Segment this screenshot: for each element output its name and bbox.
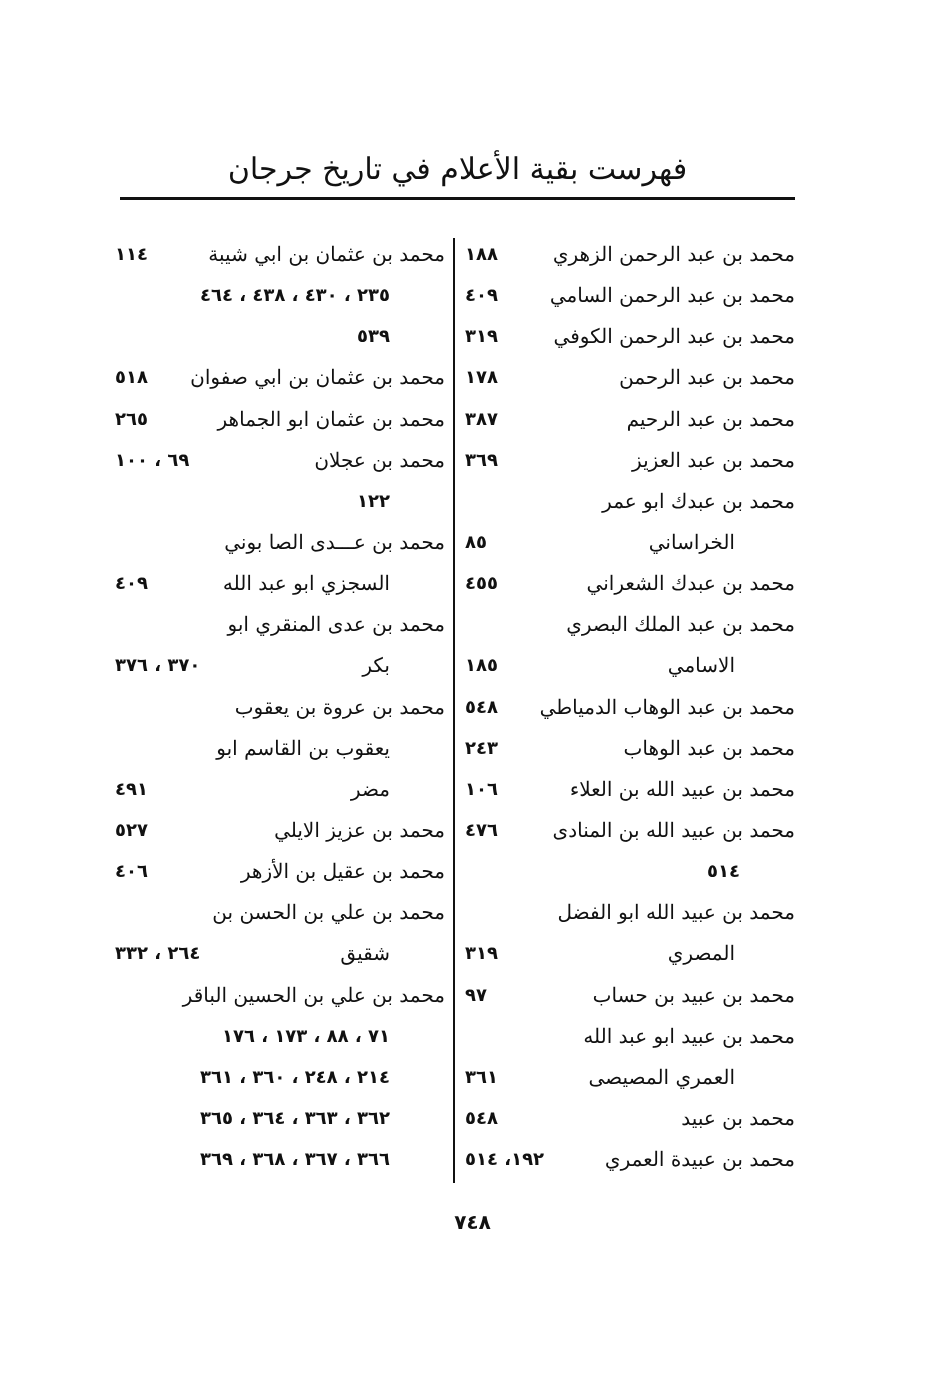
entry-name: محمد بن عـــدى الصا بوني: [224, 529, 445, 554]
index-entry: [465, 810, 795, 851]
entry-pages: ١٠٦: [465, 778, 498, 800]
entry-pages: ١٧٨: [465, 367, 498, 389]
entry-name: محمد بن عروة بن يعقوب: [234, 694, 445, 719]
entry-name: الاسامي: [667, 653, 735, 678]
entry-pages: ٩٧: [465, 984, 487, 1006]
entry-pages: ٢٦٤ ، ٣٣٢: [115, 943, 201, 965]
entry-name: محمد بن عبد الرحمن: [619, 365, 795, 390]
entry-pages: ٤٠٩: [465, 285, 498, 307]
entry-pages: ٢٦٥: [115, 408, 148, 430]
entry-pages: ١٨٥: [465, 655, 498, 677]
index-entry: [465, 769, 795, 810]
entry-name: محمد بن عبيد الله بن العلاء: [569, 776, 795, 801]
entry-name: محمد بن عبيد ابو عبد الله: [583, 1023, 795, 1048]
entry-name: محمد بن عبد الوهاب الدمياطي: [539, 694, 795, 719]
index-entry: [465, 604, 795, 645]
entry-pages: ٧١ ، ٨٨ ، ١٧٣ ، ١٧٦: [221, 1025, 390, 1047]
entry-name: بكر: [362, 653, 390, 678]
index-entry: [465, 975, 795, 1016]
index-entry: [465, 234, 795, 275]
entry-name: مضر: [350, 776, 390, 801]
index-column-left: [115, 234, 445, 1184]
index-entry: [115, 933, 445, 974]
index-entry: [465, 399, 795, 440]
entry-pages: ٣٦٦ ، ٣٦٧ ، ٣٦٨ ، ٣٦٩: [200, 1149, 390, 1171]
entry-name: محمد بن عبد الرحيم: [626, 406, 795, 431]
index-entry: [115, 234, 445, 275]
index-entry: [465, 1057, 795, 1098]
entry-name: محمد بن عبدك ابو عمر: [602, 488, 795, 513]
entry-pages: ٥٣٩: [357, 326, 390, 348]
index-entry: [115, 481, 445, 522]
entry-name: محمد بن عبد الرحمن الكوفي: [553, 324, 795, 349]
entry-pages: ١٨٨: [465, 244, 498, 265]
page-title: فهرست بقية الأعلام في تاريخ جرجان: [227, 152, 688, 187]
entry-pages: ٤٧٦: [465, 819, 498, 841]
entry-name: محمد بن عبيدة العمري: [604, 1147, 795, 1172]
entry-pages: ٢٤٣: [465, 737, 498, 759]
entry-pages: ٢٣٥ ، ٤٣٠ ، ٤٣٨ ، ٤٦٤: [200, 285, 390, 307]
index-entry: [115, 440, 445, 481]
index-entry: [115, 1098, 445, 1139]
entry-name: يعقوب بن القاسم ابو: [216, 735, 390, 760]
index-entry: [115, 399, 445, 440]
entry-pages: ٣١٩: [465, 943, 498, 965]
index-entry: [115, 357, 445, 398]
index-entry: [465, 522, 795, 563]
entry-pages: ٤٠٦: [115, 861, 148, 883]
entry-pages: ٤٩١: [115, 778, 148, 800]
entry-pages: ٣٧٠ ، ٣٧٦: [115, 655, 201, 677]
index-entry: [115, 975, 445, 1016]
index-entry: [465, 357, 795, 398]
entry-name: محمد بن عجلان: [314, 447, 445, 472]
entry-pages: ٥٤٨: [465, 1107, 498, 1129]
index-entry: [115, 1139, 445, 1180]
index-entry: [115, 316, 445, 357]
entry-pages: ٥٢٧: [115, 819, 148, 841]
entry-pages: ٥١٨: [115, 367, 148, 389]
index-entry: [465, 440, 795, 481]
entry-pages: ٣١٩: [465, 326, 498, 348]
index-column-right: [465, 234, 795, 1184]
entry-name: محمد بن عثمان بن ابي صفوان: [190, 365, 445, 390]
index-entry: [465, 275, 795, 316]
entry-name: العمري المصيصى: [588, 1064, 735, 1089]
entry-name: الخراساني: [648, 529, 735, 554]
index-entry: [115, 687, 445, 728]
entry-name: شقيق: [340, 941, 390, 966]
index-entry: [115, 851, 445, 892]
index-entry: [465, 481, 795, 522]
entry-name: محمد بن عبيد الله بن المنادى: [552, 817, 795, 842]
index-entry: [115, 1016, 445, 1057]
index-entry: [115, 604, 445, 645]
entry-name: محمد بن عبد الوهاب: [623, 735, 795, 760]
entry-name: محمد بن عدى المنقري ابو: [227, 612, 445, 637]
index-entry: [115, 728, 445, 769]
entry-pages: ٣٦١: [465, 1066, 498, 1088]
entry-name: محمد بن علي بن الحسين الباقر: [182, 982, 445, 1007]
entry-pages: ١١٤: [115, 244, 148, 265]
entry-name: المصري: [667, 941, 735, 966]
entry-name: محمد بن عبيد الله ابو الفضل: [557, 900, 795, 925]
entry-pages: ٢١٤ ، ٢٤٨ ، ٣٦٠ ، ٣٦١: [200, 1066, 390, 1088]
index-entry: [465, 563, 795, 604]
index-entry: [115, 563, 445, 604]
index-entry: [115, 810, 445, 851]
index-entry: [115, 769, 445, 810]
entry-pages: ٣٨٧: [465, 408, 498, 430]
entry-pages: ٨٥: [465, 531, 487, 553]
header-rule: [120, 197, 795, 200]
index-entry: [115, 1057, 445, 1098]
entry-name: محمد بن عقيل بن الأزهر: [240, 859, 445, 884]
entry-pages: ١٩٢، ٥١٤: [465, 1149, 545, 1171]
index-entry: [465, 687, 795, 728]
column-divider: [453, 238, 455, 1183]
index-entry: [465, 892, 795, 933]
entry-name: محمد بن عبدك الشعراني: [586, 571, 795, 596]
entry-name: محمد بن عثمان ابو الجماهر: [217, 406, 445, 431]
entry-name: محمد بن علي بن الحسن بن: [212, 900, 445, 925]
index-entry: [115, 645, 445, 686]
entry-name: محمد بن عبد العزيز: [632, 447, 795, 472]
entry-name: محمد بن عبيد بن حساب: [592, 982, 795, 1007]
page-number: ٧٤٨: [454, 1210, 491, 1234]
entry-name: محمد بن عبد الملك البصري: [566, 612, 795, 637]
index-entry: [115, 522, 445, 563]
entry-pages: ٦٩ ، ١٠٠: [115, 449, 190, 471]
index-entry: [465, 316, 795, 357]
index-entry: [115, 892, 445, 933]
index-entry: [465, 1016, 795, 1057]
entry-name: السجزي ابو عبد الله: [222, 571, 390, 596]
entry-pages: ٣٦٩: [465, 449, 498, 471]
index-entry: [465, 1139, 795, 1180]
entry-name: محمد بن عبيد: [681, 1105, 795, 1130]
index-entry: [465, 1098, 795, 1139]
index-entry: [465, 933, 795, 974]
entry-name: محمد بن عبد الرحمن الزهري: [552, 242, 795, 266]
entry-pages: ٣٦٢ ، ٣٦٣ ، ٣٦٤ ، ٣٦٥: [200, 1107, 390, 1129]
entry-pages: ٥١٤: [707, 861, 740, 883]
entry-name: محمد بن عثمان بن ابي شيبة: [208, 242, 445, 266]
entry-name: محمد بن عزيز الايلي: [274, 817, 445, 842]
entry-pages: ٥٤٨: [465, 696, 498, 718]
index-entry: [465, 851, 795, 892]
entry-name: محمد بن عبد الرحمن السامي: [549, 283, 795, 308]
entry-pages: ١٢٢: [357, 490, 390, 512]
entry-pages: ٤٠٩: [115, 573, 148, 595]
index-entry: [465, 728, 795, 769]
index-entry: [465, 645, 795, 686]
index-entry: [115, 275, 445, 316]
entry-pages: ٤٥٥: [465, 573, 498, 595]
